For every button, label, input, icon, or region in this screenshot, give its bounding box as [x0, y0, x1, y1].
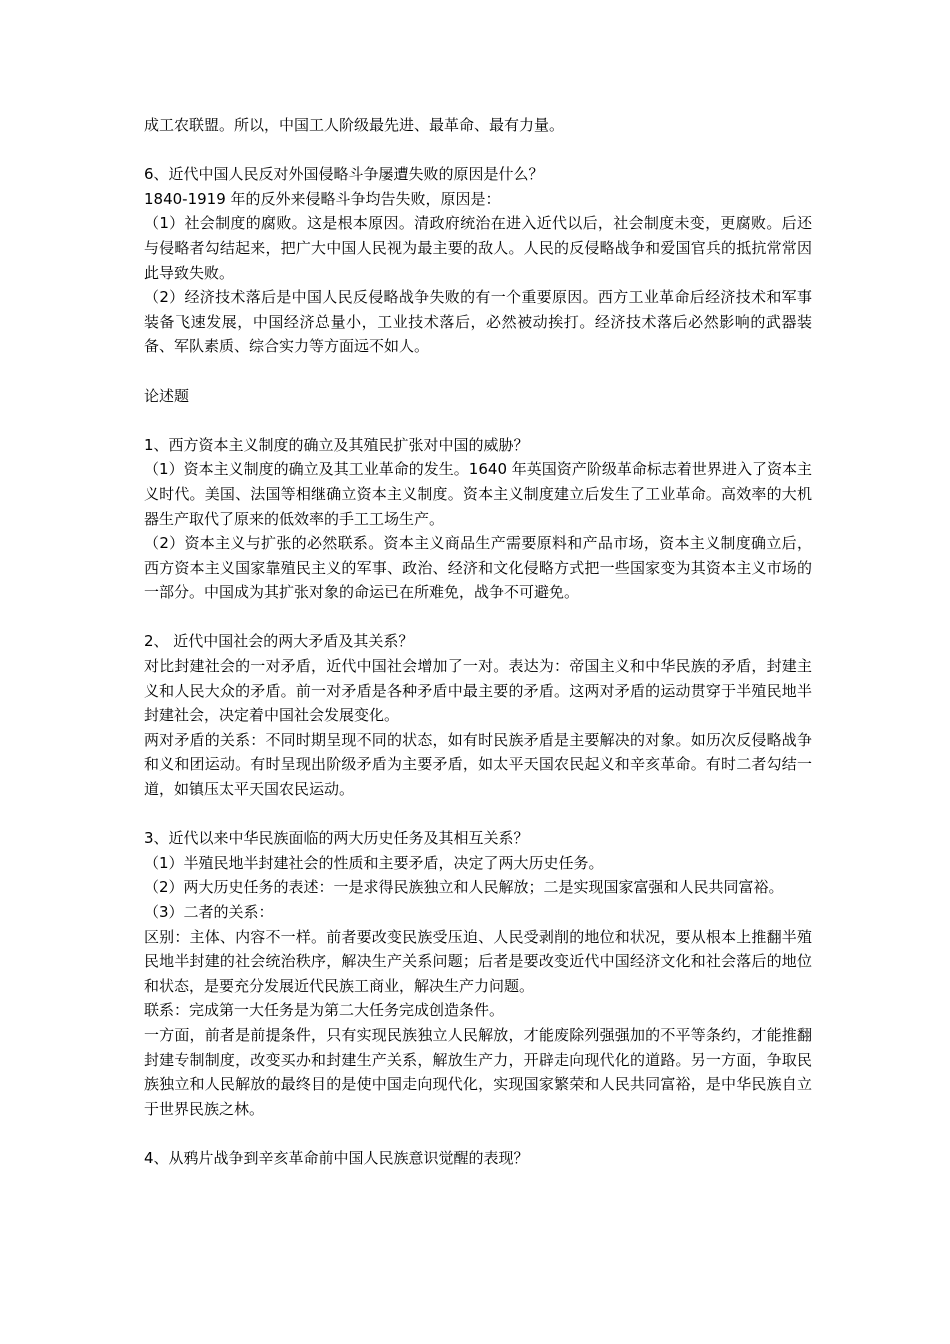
question-6-title: 6、近代中国人民反对外国侵略斗争屡遭失败的原因是什么？ [144, 165, 544, 184]
spacer [144, 605, 812, 630]
essay-3-point-2: （2）两大历史任务的表述：一是求得民族独立和人民解放；二是实现国家富强和人民共同富裕。 [144, 878, 784, 897]
essay-3-difference: 区别：主体、内容不一样。前者要改变民族受压迫、人民受剥削的地位和状况，要从根本上推翻半殖民地半封建的社会统治秩序，解决生产关系问题；后者是要改变近代中国经济文化和社会落后的地位和状态，是要充分发展近代民族工商业，解决生产力问题。 [144, 927, 812, 995]
essay-1-title: 1、西方资本主义制度的确立及其殖民扩张对中国的威胁？ [144, 435, 529, 454]
essay-3-explanation: 一方面，前者是前提条件，只有实现民族独立人民解放，才能废除列强强加的不平等条约，才能推翻封建专制制度，改变买办和封建生产关系，解放生产力，开辟走向现代化的道路。另一方面，争取民族独立和人民解放的最终目的是使中国走向现代化，实现国家繁荣和人民共同富裕，是中华民族自立于世界民族之林。 [144, 1025, 812, 1118]
essay-1-point-1: （1）资本主义制度的确立及其工业革命的发生。1640 年英国资产阶级革命标志着世界进入了资本主义时代。美国、法国等相继确立资本主义制度。资本主义制度建立后发生了工业革命。高效率的大机器生产取代了原来的低效率的手工工场生产。 [144, 460, 812, 528]
essay-3-point-1: （1）半殖民地半封建社会的性质和主要矛盾，决定了两大历史任务。 [144, 853, 604, 872]
spacer [144, 1121, 812, 1146]
essay-1-point-2: （2）资本主义与扩张的必然联系。资本主义商品生产需要原料和产品市场，资本主义制度确立后，西方资本主义国家靠殖民主义的军事、政治、经济和文化侵略方式把一些国家变为其资本主义市场的一部分。中国成为其扩张对象的命运已在所难免，战争不可避免。 [144, 534, 812, 602]
essay-3-connection: 联系：完成第一大任务是为第二大任务完成创造条件。 [144, 1001, 505, 1020]
spacer [144, 802, 812, 827]
essay-2-paragraph-2: 两对矛盾的关系：不同时期呈现不同的状态，如有时民族矛盾是主要解决的对象。如历次反侵略战争和义和团运动。有时呈现出阶级矛盾为主要矛盾，如太平天国农民起义和辛亥革命。有时二者勾结一道，如镇压太平天国农民运动。 [144, 730, 812, 799]
essay-3-title: 3、近代以来中华民族面临的两大历史任务及其相互关系？ [144, 829, 529, 848]
essay-2-title: 2、 近代中国社会的两大矛盾及其关系？ [144, 632, 414, 651]
spacer [144, 359, 812, 384]
question-6-point-1: （1）社会制度的腐败。这是根本原因。清政府统治在进入近代以后，社会制度未变，更腐败。后还与侵略者勾结起来，把广大中国人民视为最主要的敌人。人民的反侵略战争和爱国官兵的抵抗常常因此导致失败。 [144, 214, 812, 282]
question-6-point-2: （2）经济技术落后是中国人民反侵略战争失败的有一个重要原因。西方工业革命后经济技术和军事装备飞速发展，中国经济总量小，工业技术落后，必然被动挨打。经济技术落后必然影响的武器装备、军队素质、综合实力等方面远不如人。 [144, 288, 812, 356]
document-page [144, 113, 812, 1171]
spacer [144, 408, 812, 433]
question-6-lead: 1840-1919 年的反外来侵略斗争均告失败，原因是： [144, 189, 501, 208]
spacer [144, 138, 812, 163]
essay-2-paragraph-1: 对比封建社会的一对矛盾，近代中国社会增加了一对。表达为：帝国主义和中华民族的矛盾，封建主义和人民大众的矛盾。前一对矛盾是各种矛盾中最主要的矛盾。这两对矛盾的运动贯穿于半殖民地半封建社会，决定着中国社会发展变化。 [144, 657, 812, 725]
essay-3-point-3: （3）二者的关系： [144, 903, 274, 921]
section-heading: 论述题 [144, 386, 190, 405]
intro-paragraph: 成工农联盟。所以，中国工人阶级最先进、最革命、最有力量。 [144, 116, 565, 134]
essay-4-title: 4、从鸦片战争到辛亥革命前中国人民族意识觉醒的表现？ [144, 1148, 529, 1167]
